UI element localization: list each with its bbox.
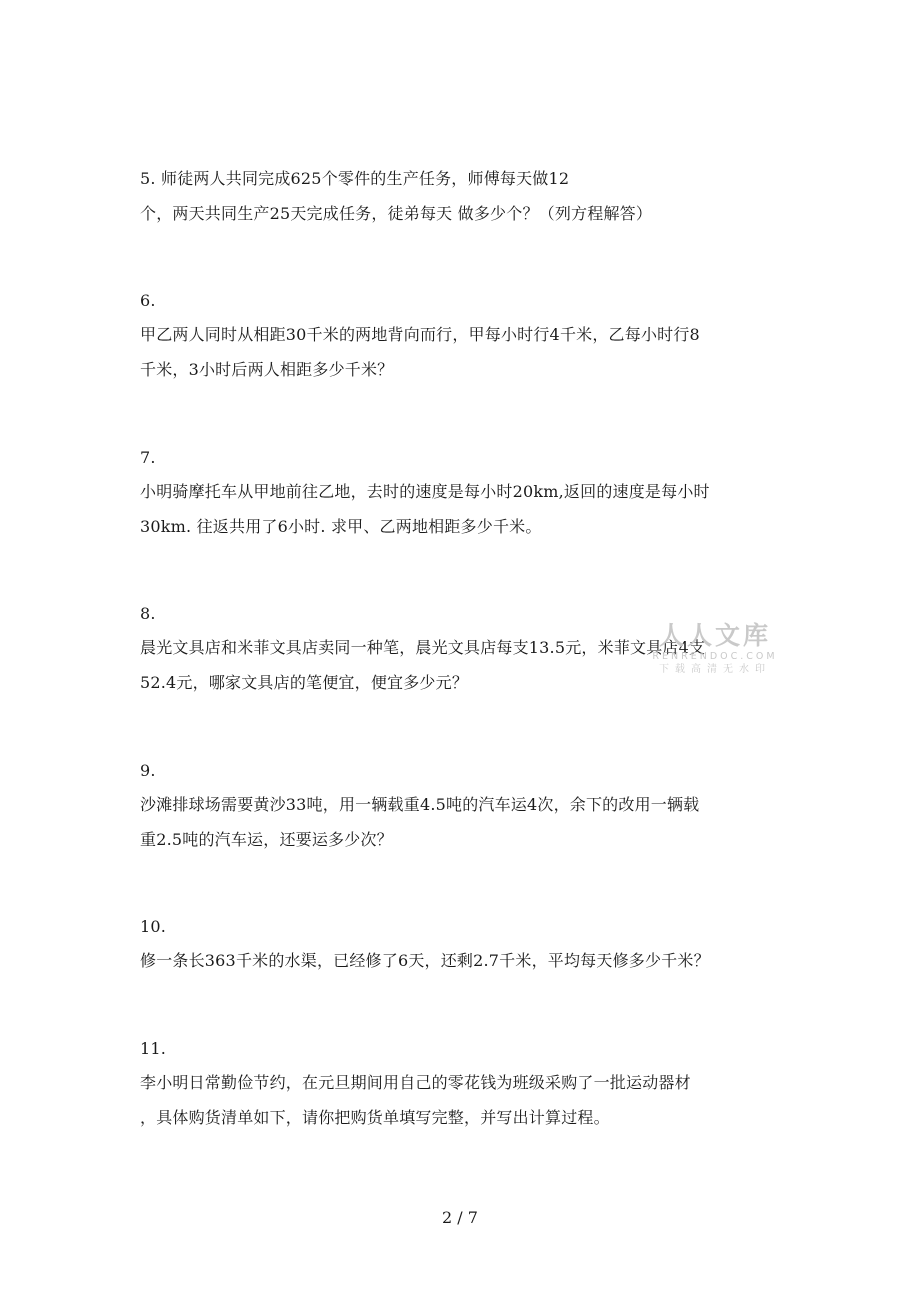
watermark-subtitle: 下载高清无水印	[659, 664, 771, 675]
problem-9-number: 9.	[140, 761, 156, 780]
page-number: 2 / 7	[442, 1208, 478, 1227]
problem-8-line-2: 52.4元，哪家文具店的笔便宜，便宜多少元？	[140, 673, 469, 692]
problem-7-number: 7.	[140, 448, 156, 467]
problem-6-line-2: 千米，3小时后两人相距多少千米？	[140, 360, 394, 379]
problem-7-line-2: 30km. 往返共用了6小时. 求甲、乙两地相距多少千米。	[140, 517, 542, 536]
problem-11-number: 11.	[140, 1039, 167, 1058]
problem-7-line-1: 小明骑摩托车从甲地前往乙地，去时的速度是每小时20km,返回的速度是每小时	[140, 482, 710, 501]
problem-10-line-1: 修一条长363千米的水渠，已经修了6天，还剩2.7千米，平均每天修多少千米？	[140, 951, 710, 970]
problem-6-number: 6.	[140, 291, 156, 310]
problem-5-line-2: 个，两天共同生产25天完成任务，徒弟每天 做多少个？（列方程解答）	[140, 204, 653, 223]
watermark-domain: RENRENDOC.COM	[652, 651, 778, 662]
problem-11-line-1: 李小明日常勤俭节约，在元旦期间用自己的零花钱为班级采购了一批运动器材	[140, 1073, 691, 1092]
problem-11-line-2: ，具体购货清单如下，请你把购货单填写完整，并写出计算过程。	[140, 1108, 610, 1127]
problem-8-number: 8.	[140, 604, 156, 623]
problem-8-line-1: 晨光文具店和米菲文具店卖同一种笔，晨光文具店每支13.5元，米菲文具店4支	[140, 638, 706, 657]
problem-10-number: 10.	[140, 917, 167, 936]
problem-9-line-2: 重2.5吨的汽车运，还要运多少次？	[140, 830, 393, 849]
problem-5-line-1: 5. 师徒两人共同完成625个零件的生产任务，师傅每天做12	[140, 169, 570, 188]
problem-6-line-1: 甲乙两人同时从相距30千米的两地背向而行，甲每小时行4千米，乙每小时行8	[140, 325, 700, 344]
watermark-title: 人人文库	[658, 621, 771, 650]
problem-9-line-1: 沙滩排球场需要黄沙33吨，用一辆载重4.5吨的汽车运4次，余下的改用一辆载	[140, 795, 700, 814]
